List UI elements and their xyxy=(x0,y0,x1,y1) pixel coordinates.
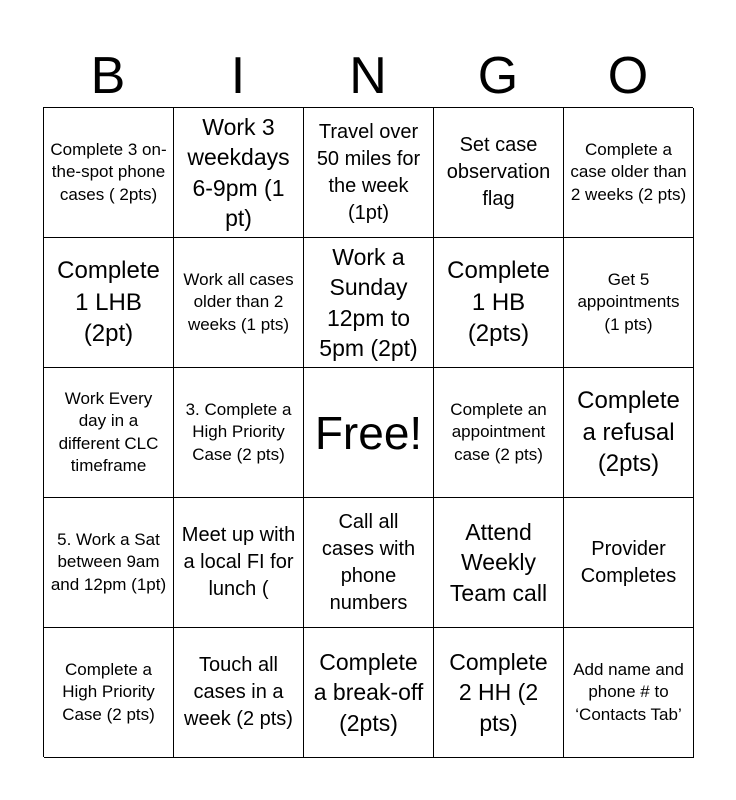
bingo-cell[interactable] xyxy=(304,108,434,238)
bingo-cell[interactable] xyxy=(434,368,564,498)
cell-text: Work all cases older than 2 weeks (1 pts) xyxy=(183,269,294,334)
header-letter-o: O xyxy=(607,47,649,105)
bingo-cell[interactable] xyxy=(434,498,564,628)
bingo-cell[interactable] xyxy=(44,238,174,368)
cell-text: Complete a High Priority Case (2 pts) xyxy=(62,659,155,724)
bingo-cell[interactable] xyxy=(434,108,564,238)
header-letter-g: G xyxy=(477,47,519,105)
cell-text: Add name and phone # to ‘Contacts Tab’ xyxy=(573,659,684,724)
bingo-cell[interactable] xyxy=(44,498,174,628)
bingo-cell[interactable] xyxy=(564,368,694,498)
bingo-cell[interactable] xyxy=(564,498,694,628)
cell-text: Complete 1 HB (2pts) xyxy=(447,256,550,348)
cell-text: Work a Sunday 12pm to 5pm (2pt) xyxy=(319,243,418,361)
cell-text: Touch all cases in a week (2 pts) xyxy=(184,654,293,730)
header-letter-n: N xyxy=(349,47,387,105)
bingo-cell[interactable] xyxy=(304,238,434,368)
cell-text: Travel over 50 miles for the week (1pt) xyxy=(316,120,421,224)
bingo-cell[interactable] xyxy=(44,368,174,498)
bingo-cell[interactable] xyxy=(174,108,304,238)
cell-text: Complete an appointment case (2 pts) xyxy=(450,399,547,464)
bingo-cell[interactable] xyxy=(174,628,304,758)
bingo-header xyxy=(43,40,693,108)
cell-text: Provider Completes xyxy=(580,537,677,587)
bingo-cell[interactable] xyxy=(304,498,434,628)
cell-text: Work Every day in a different CLC timeframe xyxy=(58,388,159,475)
cell-text: 5. Work a Sat between 9am and 12pm (1pt) xyxy=(50,529,167,594)
header-letter-b: B xyxy=(90,47,126,105)
free-space-cell[interactable] xyxy=(304,368,434,498)
bingo-cell[interactable] xyxy=(174,238,304,368)
bingo-cell[interactable] xyxy=(44,628,174,758)
cell-text: 3. Complete a High Priority Case (2 pts) xyxy=(185,399,292,464)
cell-text: Complete a break-off (2pts) xyxy=(313,648,424,736)
bingo-board xyxy=(43,107,693,757)
cell-text: Call all cases with phone numbers xyxy=(321,510,416,614)
bingo-cell[interactable] xyxy=(434,628,564,758)
bingo-cell[interactable] xyxy=(434,238,564,368)
cell-text: Complete a refusal (2pts) xyxy=(577,386,680,478)
cell-text: Set case observation flag xyxy=(446,134,551,210)
cell-text: Complete 1 LHB (2pt) xyxy=(57,256,160,348)
bingo-cell[interactable] xyxy=(44,108,174,238)
cell-text: Complete 2 HH (2 pts) xyxy=(449,648,548,736)
free-space-text: Free! xyxy=(314,406,423,459)
cell-text: Complete a case older than 2 weeks (2 pts) xyxy=(570,139,687,204)
bingo-cell[interactable] xyxy=(304,628,434,758)
cell-text: Get 5 appointments (1 pts) xyxy=(577,269,680,334)
cell-text: Complete 3 on-the-spot phone cases ( 2pts) xyxy=(50,139,167,204)
bingo-cell[interactable] xyxy=(564,628,694,758)
cell-text: Attend Weekly Team call xyxy=(449,518,548,606)
bingo-cell[interactable] xyxy=(174,498,304,628)
cell-text: Meet up with a local FI for lunch ( xyxy=(181,524,296,600)
bingo-cell[interactable] xyxy=(564,238,694,368)
cell-text: Work 3 weekdays 6-9pm (1 pt) xyxy=(187,113,290,231)
bingo-cell[interactable] xyxy=(564,108,694,238)
bingo-cell[interactable] xyxy=(174,368,304,498)
header-letter-i: I xyxy=(230,47,246,105)
